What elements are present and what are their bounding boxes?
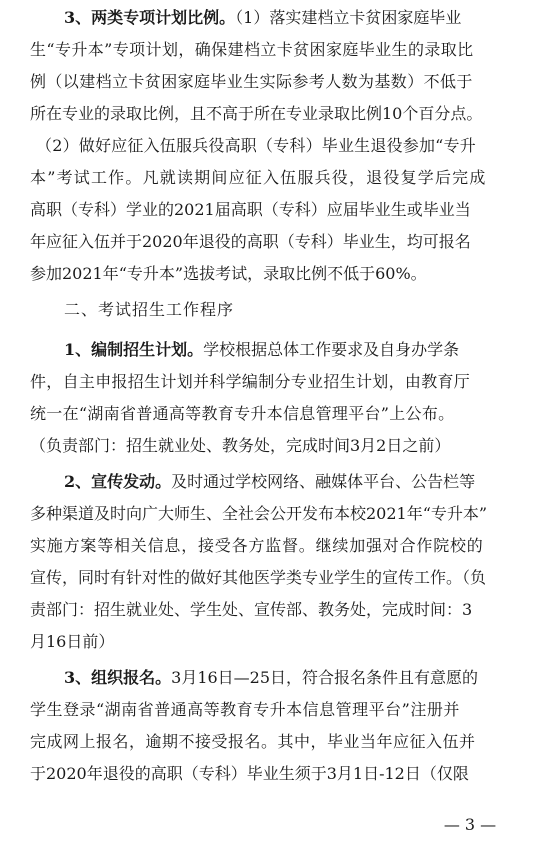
para-line-12: 件，自主申报招生计划并科学编制分专业招生计划，由教育厅	[30, 372, 471, 391]
heading-two-special-plans: 3、两类专项计划比例。	[64, 8, 236, 27]
heading-compile-plan: 1、编制招生计划。	[64, 340, 204, 359]
para-line-21	[0, 668, 534, 688]
para-line-4: 所在专业的录取比例，且不高于所在专业录取比例10个百分点。	[30, 104, 483, 123]
para-line-8: 年应征入伍并于2020年退役的高职（专科）毕业生，均可报名	[30, 232, 471, 251]
para-line-15	[0, 472, 534, 492]
para-text: （1）落实建档立卡贫困家庭毕业	[235, 8, 462, 27]
para-line-13: 统一在“湖南省普通高等教育专升本信息管理平台”上公布。	[30, 404, 455, 423]
para-line-23: 完成网上报名，逾期不接受报名。其中，毕业当年应征入伍并	[30, 732, 476, 751]
para-text: 3月16日—25日，符合报名条件且有意愿的	[171, 668, 479, 687]
para-line-19: 责部门：招生就业处、学生处、宣传部、教务处，完成时间：3	[30, 600, 473, 619]
para-text: 学校根据总体工作要求及自身办学条	[203, 340, 460, 359]
para-line-18: 宣传，同时有针对性的做好其他医学类专业学生的宣传工作。（负	[30, 568, 487, 587]
para-line-7: 高职（专科）学业的2021届高职（专科）应届毕业生或毕业当	[30, 200, 471, 219]
para-line-17: 实施方案等相关信息，接受各方监督。继续加强对合作院校的	[30, 536, 484, 555]
para-line-16: 多种渠道及时向广大师生、全社会公开发布本校2021年“专升本”	[30, 504, 488, 523]
page-number: — 3 —	[443, 815, 497, 834]
para-line-2: 生“专升本”专项计划，确保建档立卡贫困家庭毕业生的录取比	[30, 40, 474, 59]
para-line-6: 本”考试工作。凡就读期间应征入伍服兵役，退役复学后完成	[30, 168, 487, 187]
para-line-9: 参加2021年“专升本”选拔考试，录取比例不低于60%。	[30, 264, 427, 283]
para-text: 及时通过学校网络、融媒体平台、公告栏等	[171, 472, 476, 491]
para-line-11	[0, 340, 534, 360]
heading-publicity: 2、宣传发动。	[64, 472, 172, 491]
para-line-24: 于2020年退役的高职（专科）毕业生须于3月1日-12日（仅限	[30, 764, 469, 783]
para-line-14: （负责部门：招生就业处、教务处，完成时间3月2日之前）	[30, 436, 451, 455]
para-line-5: （2）做好应征入伍服兵役高职（专科）毕业生退役参加“专升	[36, 136, 476, 155]
para-line-1	[0, 8, 534, 28]
para-line-20: 月16日前）	[30, 632, 115, 651]
section-heading-two: 二、考试招生工作程序	[64, 300, 235, 319]
para-line-22: 学生登录“湖南省普通高等教育专升本信息管理平台”注册并	[30, 700, 460, 719]
heading-registration: 3、组织报名。	[64, 668, 172, 687]
para-line-3: 例（以建档立卡贫困家庭毕业生实际参考人数为基数）不低于	[30, 72, 473, 91]
